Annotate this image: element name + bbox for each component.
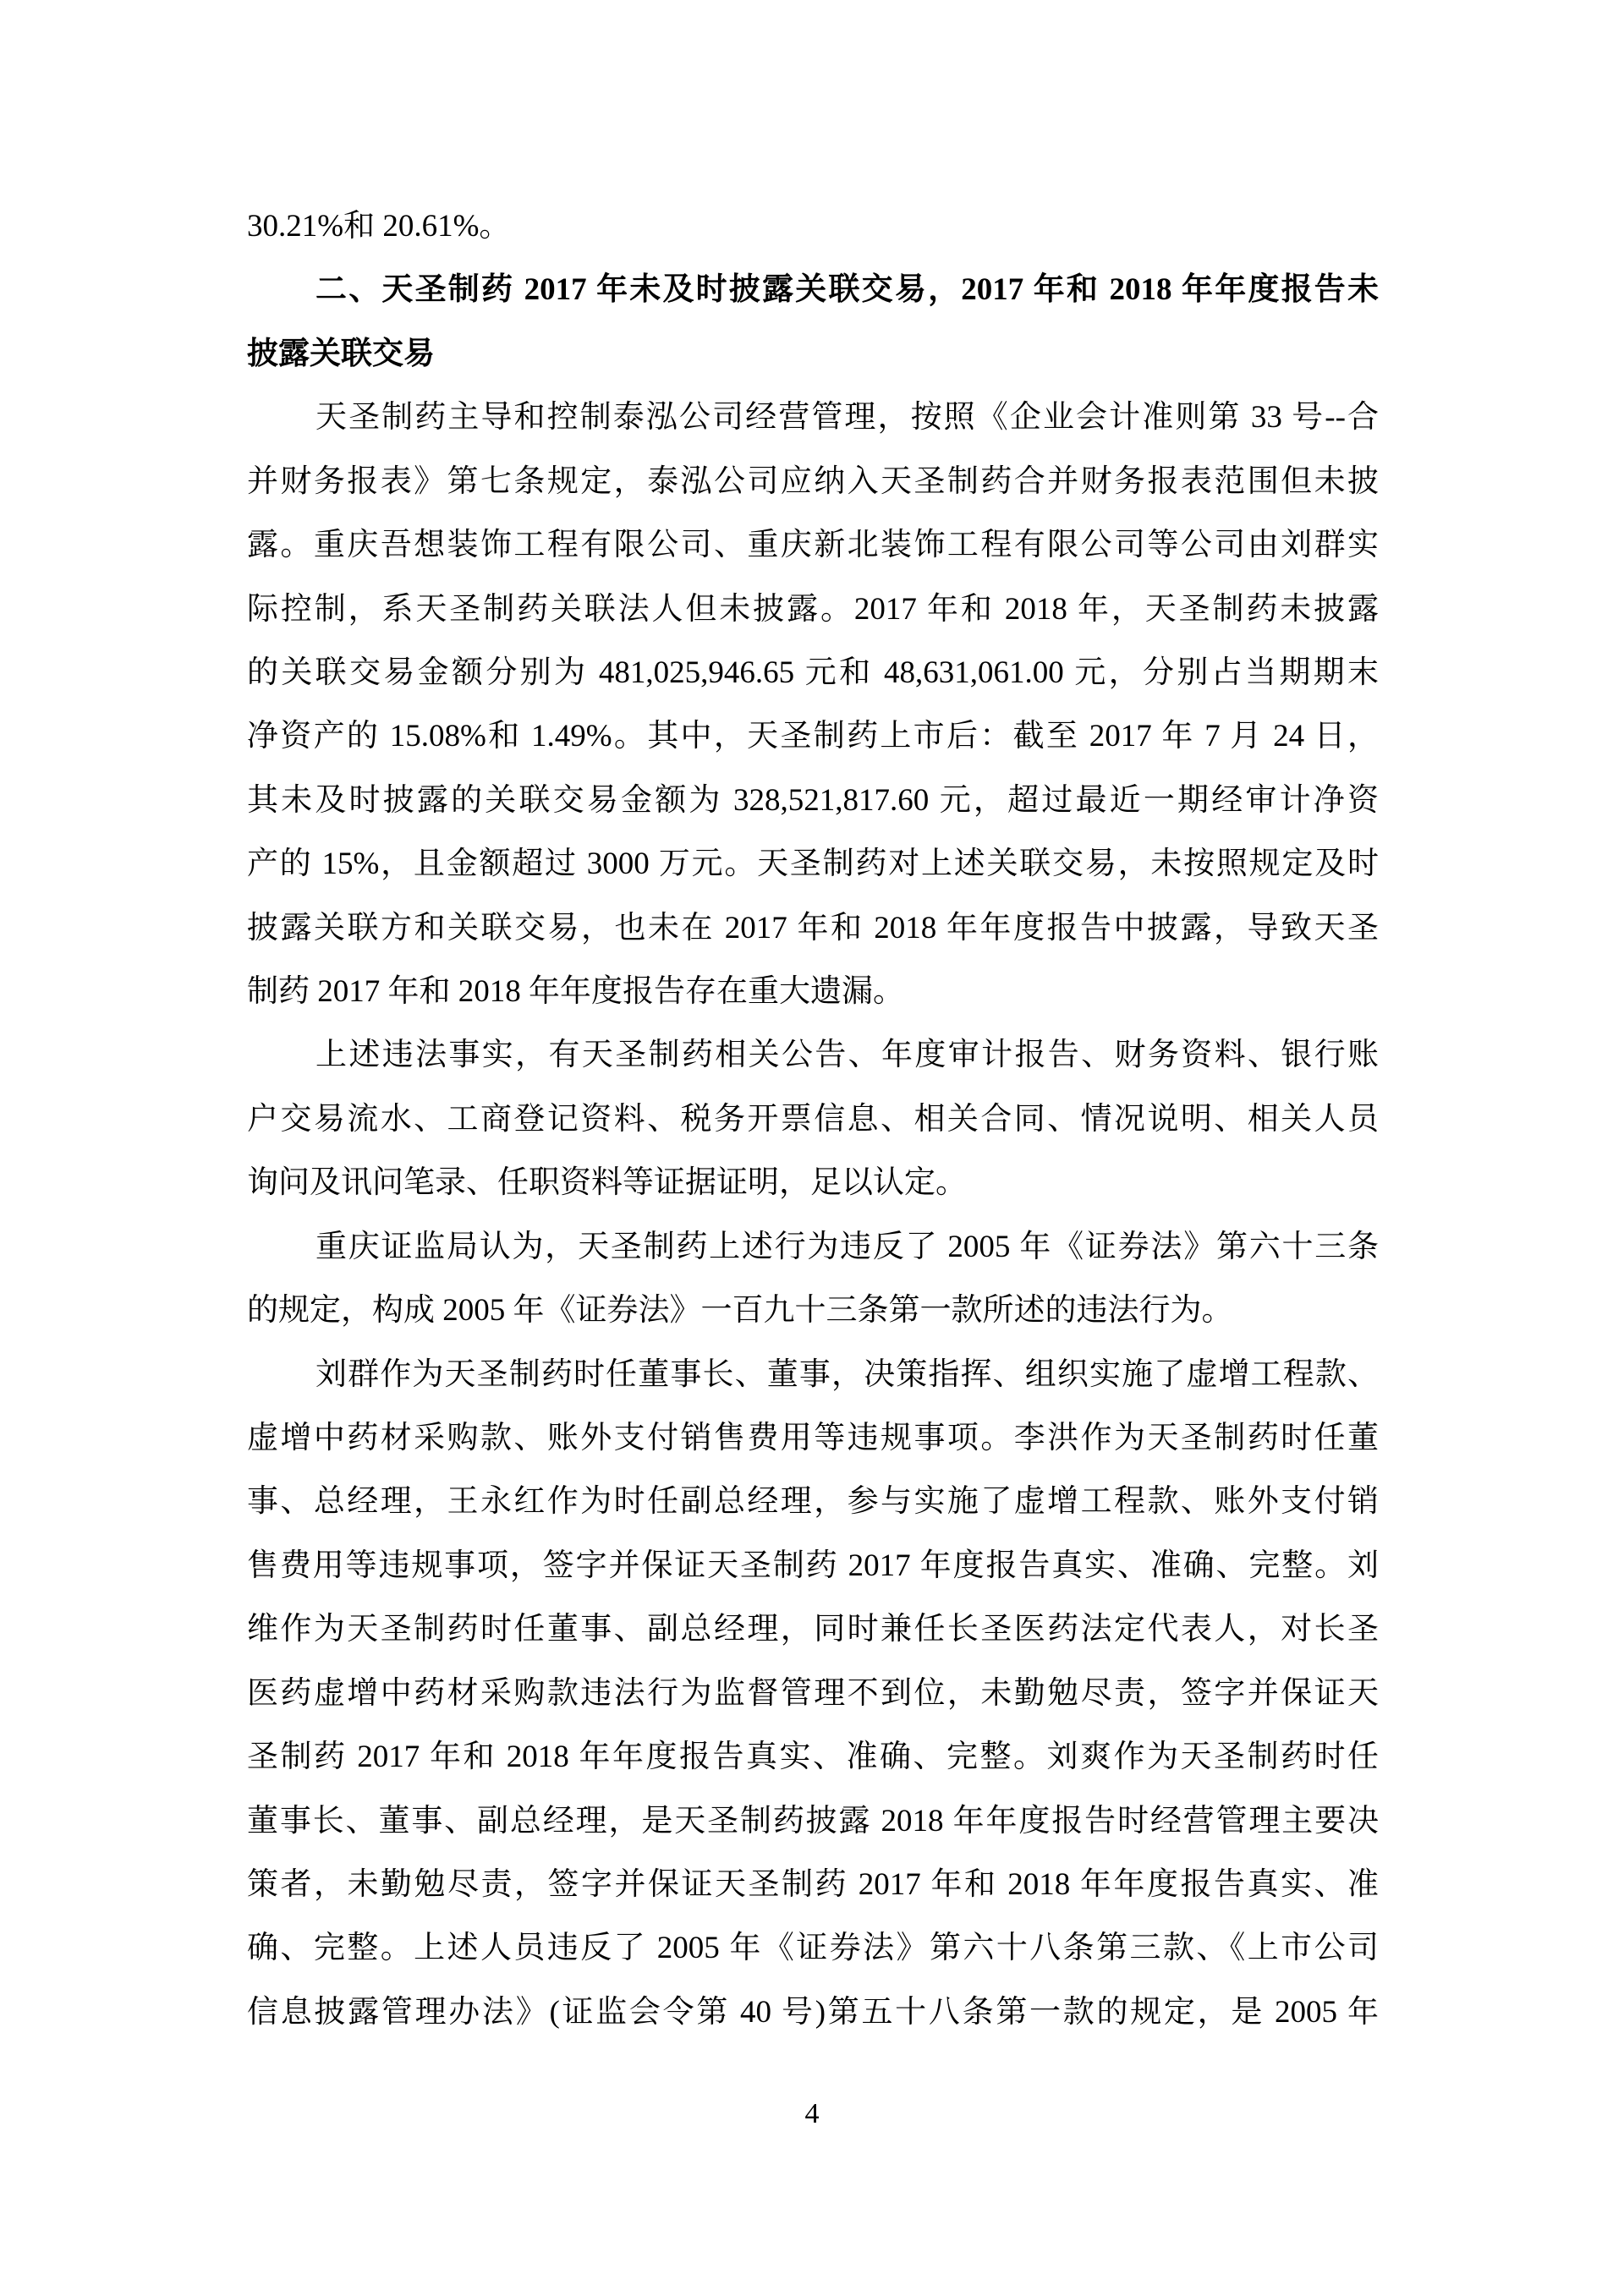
- text-line: 虚增中药材采购款、账外支付销售费用等违规事项。李洪作为天圣制药时任董: [247, 1421, 1379, 1456]
- document-body: [247, 195, 1379, 2044]
- text-line: 圣制药 2017 年和 2018 年年度报告真实、准确、完整。刘爽作为天圣制药时任: [247, 1740, 1379, 1775]
- text-line: 信息披露管理办法》(证监会令第 40 号)第五十八条第一款的规定，是 2005 年: [247, 1994, 1379, 2030]
- text-line: 天圣制药主导和控制泰泓公司经营管理，按照《企业会计准则第 33 号--合: [315, 400, 1379, 436]
- text-line: 露。重庆吾想装饰工程有限公司、重庆新北装饰工程有限公司等公司由刘群实: [247, 528, 1379, 563]
- text-line: 制药 2017 年和 2018 年年度报告存在重大遗漏。: [247, 974, 904, 1010]
- text-line: 重庆证监局认为，天圣制药上述行为违反了 2005 年《证券法》第六十三条: [315, 1229, 1379, 1264]
- text-line: 净资产的 15.08%和 1.49%。其中，天圣制药上市后：截至 2017 年 7 月 24 日，: [247, 719, 1379, 754]
- section-heading-line: 披露关联交易: [247, 336, 435, 371]
- text-line: 的关联交易金额分别为 481,025,946.65 元和 48,631,061.00 元，分别占当期期末: [247, 655, 1379, 690]
- text-line: 际控制，系天圣制药关联法人但未披露。2017 年和 2018 年，天圣制药未披露: [247, 591, 1379, 627]
- text-line: 维作为天圣制药时任董事、副总经理，同时兼任长圣医药法定代表人，对长圣: [247, 1612, 1379, 1647]
- text-line: 医药虚增中药材采购款违法行为监督管理不到位，未勤勉尽责，签字并保证天: [247, 1675, 1379, 1711]
- text-line: 并财务报表》第七条规定，泰泓公司应纳入天圣制药合并财务报表范围但未披: [247, 463, 1379, 499]
- text-line: 售费用等违规事项，签字并保证天圣制药 2017 年度报告真实、准确、完整。刘: [247, 1548, 1379, 1583]
- text-line: 刘群作为天圣制药时任董事长、董事，决策指挥、组织实施了虚增工程款、: [315, 1356, 1379, 1392]
- text-line: 上述违法事实，有天圣制药相关公告、年度审计报告、财务资料、银行账: [315, 1038, 1379, 1073]
- text-line: 披露关联方和关联交易，也未在 2017 年和 2018 年年度报告中披露，导致天圣: [247, 910, 1379, 945]
- text-line: 策者，未勤勉尽责，签字并保证天圣制药 2017 年和 2018 年年度报告真实、准: [247, 1866, 1379, 1902]
- text-line: 30.21%和 20.61%。: [247, 209, 511, 244]
- text-line: 的规定，构成 2005 年《证券法》一百九十三条第一款所述的违法行为。: [247, 1293, 1233, 1329]
- text-line: 询问及讯问笔录、任职资料等证据证明，足以认定。: [247, 1165, 967, 1201]
- section-heading-line: 二、天圣制药 2017 年未及时披露关联交易，2017 年和 2018 年年度报告未: [315, 272, 1379, 308]
- text-line: 产的 15%，且金额超过 3000 万元。天圣制药对上述关联交易，未按照规定及时: [247, 847, 1379, 882]
- text-line: 户交易流水、工商登记资料、税务开票信息、相关合同、情况说明、相关人员: [247, 1101, 1379, 1137]
- text-line: 董事长、董事、副总经理，是天圣制药披露 2018 年年度报告时经营管理主要决: [247, 1803, 1379, 1838]
- text-line: 确、完整。上述人员违反了 2005 年《证券法》第六十八条第三款、《上市公司: [247, 1931, 1379, 1966]
- page-number: 4: [804, 2098, 820, 2129]
- text-line: 事、总经理，王永红作为时任副总经理，参与实施了虚增工程款、账外支付销: [247, 1484, 1379, 1520]
- text-line: 其未及时披露的关联交易金额为 328,521,817.60 元，超过最近一期经审计净资: [247, 782, 1379, 818]
